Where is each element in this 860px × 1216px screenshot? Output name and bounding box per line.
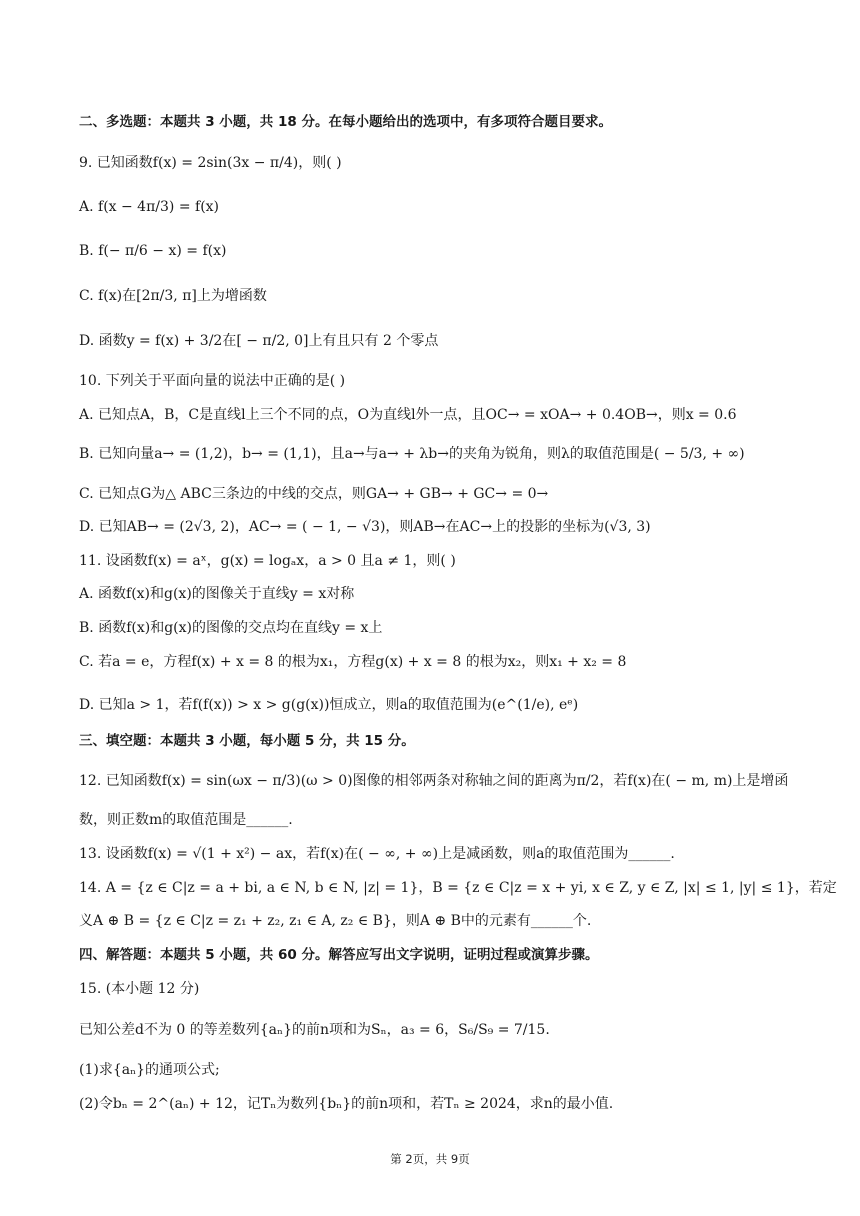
question-15-part-1: (1)求{aₙ}的通项公式;	[79, 1062, 220, 1078]
question-14-line-1: 14. A = {z ∈ C|z = a + bi, a ∈ N, b ∈ N, |z| = 1}，B = {z ∈ C|z = x + yi, x ∈ Z, y ∈ Z, |x| ≤ 1, |y| ≤ 1}，若定	[79, 880, 837, 896]
question-11-option-d: D. 已知a > 1，若f(f(x)) > x > g(g(x))恒成立，则a的取值范围为(e^(1/e), eᵉ)	[79, 697, 579, 713]
question-10-option-d: D. 已知AB→ = (2√3, 2)，AC→ = ( − 1, − √3)，则AB→在AC→上的投影的坐标为(√3, 3)	[79, 519, 651, 535]
page-footer: 第 2页，共 9页	[390, 1152, 470, 1166]
section-heading-fill-blank: 三、填空题：本题共 3 小题，每小题 5 分，共 15 分。	[79, 733, 415, 749]
question-11-stem: 11. 设函数f(x) = aˣ，g(x) = logₐx，a > 0 且a ≠ 1，则( )	[79, 553, 456, 569]
question-9-option-b: B. f(− π/6 − x) = f(x)	[79, 243, 227, 259]
section-heading-multiple-choice: 二、多选题：本题共 3 小题，共 18 分。在每小题给出的选项中，有多项符合题目要求。	[79, 114, 612, 130]
question-9-option-d: D. 函数y = f(x) + 3/2在[ − π/2, 0]上有且只有 2 个零点	[79, 333, 439, 349]
question-15-part-2: (2)令bₙ = 2^(aₙ) + 12，记Tₙ为数列{bₙ}的前n项和，若Tₙ ≥ 2024，求n的最小值.	[79, 1096, 614, 1112]
question-10-option-a: A. 已知点A，B，C是直线l上三个不同的点，O为直线l外一点，且OC→ = xOA→ + 0.4OB→，则x = 0.6	[79, 407, 737, 423]
question-9-option-c: C. f(x)在[2π/3, π]上为增函数	[79, 288, 267, 304]
section-heading-solutions: 四、解答题：本题共 5 小题，共 60 分。解答应写出文字说明，证明过程或演算步骤。	[79, 947, 599, 963]
question-13: 13. 设函数f(x) = √(1 + x²) − ax，若f(x)在( − ∞, + ∞)上是减函数，则a的取值范围为______.	[79, 846, 675, 862]
question-11-option-a: A. 函数f(x)和g(x)的图像关于直线y = x对称	[79, 586, 355, 602]
question-15-header: 15. (本小题 12 分)	[79, 981, 200, 997]
question-9-stem: 9. 已知函数f(x) = 2sin(3x − π/4)，则( )	[79, 155, 342, 171]
question-9-option-a: A. f(x − 4π/3) = f(x)	[79, 199, 220, 215]
question-10-stem: 10. 下列关于平面向量的说法中正确的是( )	[79, 373, 346, 389]
question-10-option-b: B. 已知向量a→ = (1,2)，b→ = (1,1)，且a→与a→ + λb→的夹角为锐角，则λ的取值范围是( − 5/3, + ∞)	[79, 446, 745, 462]
question-12-line-1: 12. 已知函数f(x) = sin(ωx − π/3)(ω > 0)图像的相邻两条对称轴之间的距离为π/2，若f(x)在( − m, m)上是增函	[79, 773, 789, 789]
question-12-line-2: 数，则正数m的取值范围是______.	[79, 812, 293, 828]
question-10-option-c: C. 已知点G为△ ABC三条边的中线的交点，则GA→ + GB→ + GC→ = 0→	[79, 486, 549, 502]
question-14-line-2: 义A ⊕ B = {z ∈ C|z = z₁ + z₂, z₁ ∈ A, z₂ ∈ B}，则A ⊕ B中的元素有______个.	[79, 913, 592, 929]
question-15-stem: 已知公差d不为 0 的等差数列{aₙ}的前n项和为Sₙ，a₃ = 6，S₆/S₉ = 7/15.	[79, 1022, 550, 1038]
question-11-option-c: C. 若a = e，方程f(x) + x = 8 的根为x₁，方程g(x) + x = 8 的根为x₂，则x₁ + x₂ = 8	[79, 654, 627, 670]
question-11-option-b: B. 函数f(x)和g(x)的图像的交点均在直线y = x上	[79, 620, 383, 636]
